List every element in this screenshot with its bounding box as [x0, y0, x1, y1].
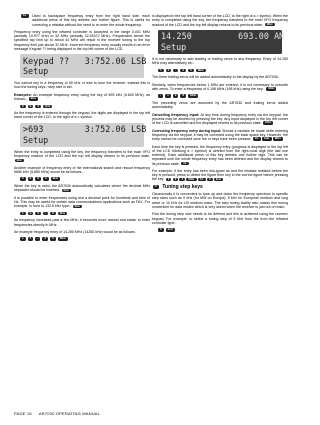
- key-icon: 1: [22, 210, 24, 215]
- key-icon: 1: [22, 236, 24, 241]
- key-sequence: [20, 212, 150, 216]
- note-text: Used to backspace frequency entry from the right hand side, each additional press of this key deletes one further figure. This is useful for correcting a mistake without the need to re-enter the whole frequency.: [32, 14, 150, 27]
- paragraph: [14, 150, 150, 163]
- paragraph: [14, 184, 150, 193]
- key-sequence: [158, 94, 288, 98]
- paragraph: The preceding zeros are assumed by the AR7030 and trailing zeros added automatically.: [152, 100, 288, 110]
- key-icon: 9: [160, 227, 162, 232]
- key-icon: 6: [29, 176, 32, 181]
- c-key-icon: C: [154, 184, 157, 189]
- paragraph: [152, 145, 288, 166]
- paragraph: Frequency entry using the infrared controller is accepted in the range 0.001 MHz (actually 10.977 kHz) to 32 MHz (actually 32.01672 MHz). Frequencies above the specified top limit up to about 44 MHz will result in the receiver tuning to the top frequency limit just above 32 MHz. Incorrect frequency entry usually results in an error message Keypad ?? being displayed in the top left corner of the LCD.: [14, 29, 150, 51]
- manual-title: AR7030 OPERATING MANUAL: [38, 411, 101, 416]
- paragraph-text: When the key is used, the AR7030 automatically calculates where the decimal MHz separator should be inserted.: [14, 184, 150, 193]
- key-icon: kHz: [59, 210, 66, 215]
- paragraph: Another example of frequency entry of the international search and rescue frequency 5680 kHz (5.680 MHz) would be as follows:-: [14, 165, 150, 175]
- khz-key-icon: kHz: [74, 203, 80, 208]
- key-icon: 5: [52, 236, 54, 241]
- section-title: Tuning step keys: [162, 183, 203, 190]
- esc-key-icon: ESC: [265, 120, 272, 125]
- lcd-display-result: [158, 30, 285, 54]
- key-icon: 6: [22, 103, 24, 108]
- mhz-key-icon: MHz: [268, 86, 275, 91]
- paragraph-text: An example frequency entry using the key of 693 kHz (0.693 MHz), as follows:-: [14, 92, 150, 102]
- right-column: [152, 14, 288, 235]
- paragraph: An example frequency entry of 14.250 MHz (14250 kHz) would be as follows:-: [14, 229, 137, 234]
- paragraph: [152, 129, 288, 142]
- key-icon: MHz: [190, 93, 197, 98]
- subheading: Cancelling frequency input:: [152, 112, 200, 117]
- key-sequence: [20, 105, 150, 109]
- key-icon: 8: [37, 176, 40, 181]
- key-icon: kHz: [52, 176, 59, 181]
- paragraph-text: is displayed in the top left hand corner of the LCD, to the right of a > symbol. When the entry is completed using the key, the frequency transfers to the main VFO frequency readout of the LCD and the top left display returns to its previous state.: [152, 14, 288, 27]
- key-icon: 9: [174, 176, 177, 181]
- key-icon: MHz: [188, 176, 195, 181]
- paragraph-text: It is possible to enter frequencies using and a decimal point for hundreds and tens of Hz. This may be useful for certain data communications applications such as FAX. For example, to tune to 132.5 kHz type:-: [14, 195, 150, 209]
- examples-label: Examples:: [14, 92, 32, 97]
- key-icon: MHz: [59, 236, 66, 241]
- paragraph: The three trailing zeros will be added automatically to the display by the AR7030.: [152, 75, 279, 80]
- key-icon: kHz: [45, 103, 51, 108]
- cl-key-icon: CL: [183, 160, 188, 165]
- key-icon: 4: [167, 67, 170, 72]
- key-icon: 8: [182, 93, 185, 98]
- key-icon: •: [160, 93, 162, 98]
- key-icon: MHz: [197, 67, 204, 72]
- key-icon: •: [175, 67, 177, 72]
- lcd-line-2: Setup: [161, 41, 187, 52]
- key-icon: 9: [29, 103, 32, 108]
- key-sequence: [158, 69, 288, 73]
- page-footer: [14, 411, 106, 416]
- lcd-line-1: Keypad ?? 3:752.06 LSB: [23, 55, 147, 66]
- lcd-line-1: >693 3:752.06 LSB: [23, 124, 147, 135]
- paragraph: As frequency increases past a few MHz, it becomes more natural and easier to enter frequencies directly in MHz.: [14, 218, 150, 227]
- key-icon: 3: [37, 103, 40, 108]
- key-sequence: [158, 228, 288, 232]
- key-icon: •: [45, 210, 47, 215]
- lcd-line-2: Setup: [23, 134, 49, 145]
- lcd-display-entry: [20, 123, 147, 147]
- paragraph: [152, 169, 288, 182]
- paragraph: [14, 196, 150, 209]
- key-icon: 5: [190, 67, 192, 72]
- paragraph-text: When the entry is completed using the key, the frequency transfers to the main VFO frequency readout of the LCD and the top left display returns to its previous state.: [14, 149, 150, 159]
- page-number: PAGE 16: [14, 411, 32, 416]
- key-icon: 1: [167, 93, 169, 98]
- paragraph: You cannot key in a frequency of 50 kHz or less to tune the receiver. Instead this is how the tuning keys / step size is set.: [14, 81, 150, 90]
- khz-key-icon: kHz: [63, 187, 69, 192]
- paragraph-text: Similarly, when frequencies below 1 MHz are entered, it is not necessary to precede with zeros. To enter a frequency of 0.198 MHz (198 kHz) using the key:-: [152, 82, 288, 91]
- mhz-key-icon: MHz: [274, 136, 281, 141]
- paragraph: [152, 83, 288, 92]
- key-icon: CL: [199, 176, 204, 181]
- paragraph-text: Should a mistake be made while entering frequency via the keypad, it may be corrected using the back space key. However, the entry cannot be corrected once the or keys have been pressed.: [152, 128, 288, 142]
- key-icon: 0: [45, 176, 47, 181]
- key-icon: 3: [208, 176, 211, 181]
- key-icon: 1: [160, 67, 162, 72]
- subheading: Correcting frequency entry during input:: [152, 128, 222, 133]
- key-icon: 3: [29, 210, 32, 215]
- paragraph: As the frequency is entered through the keypad, the digits are displayed in the top left hand corner of the LCD, to the right of a > symbol.: [14, 111, 150, 120]
- section-heading: [152, 185, 288, 189]
- paragraph: [152, 113, 288, 126]
- key-icon: 2: [182, 67, 185, 72]
- paragraph: [14, 93, 150, 102]
- paragraph: Occasionally it is convenient to tune up and down the frequency spectrum in specific step sizes such as 9 kHz (for MW on Europe), 5 kHz for European medium and long wave or 10 kHz for US medium wave. The step tuning facility also makes fine tuning convenient for data modes which is very useful when the receiver is just out of reach.: [152, 192, 288, 209]
- key-icon: 5: [22, 176, 24, 181]
- khz-key-icon: kHz: [264, 136, 270, 141]
- paragraph-text: At any time during frequency entry via the keypad, the process may be aborted by pressing the key. Any input displayed in the top left corner of the LCD is cancelled and the displayed reverts to its previous state.: [152, 112, 288, 126]
- lcd-line-1: 14.250 693.00 AM: [161, 31, 285, 42]
- key-icon: 9: [174, 93, 177, 98]
- paragraph-text: For example, if the entry has been mis-typed as and the mistake realised before the key is pressed, press to delete the figure then key in the correct figure before pressing the key.: [152, 168, 288, 182]
- key-icon: 6: [167, 176, 170, 181]
- mhz-key-icon: MHz: [266, 21, 273, 26]
- left-column: [14, 14, 150, 244]
- key-icon: 2: [44, 236, 47, 241]
- lcd-display-error: [20, 54, 147, 78]
- key-icon: kHz: [167, 227, 174, 232]
- key-icon: 2: [37, 210, 40, 215]
- key-sequence: [20, 177, 150, 181]
- cl-key-icon: CL: [22, 13, 27, 17]
- cl-key-icon: CL: [254, 136, 259, 141]
- lcd-line-2: Setup: [23, 66, 49, 77]
- paragraph: First the tuning step size needs to be defined and this is achieved using the numeric keypad. For example, to select a tuning step of 9 kHz from the from the infrared controller type:-: [152, 212, 288, 225]
- paragraph-text: Each time the key is pressed, the frequency entry (progress is displayed in the top left of the LCD following a > symbol) is deleted from the right-most digit (the last one entered). Each additional press of this key deletes one further digit. This can be repeated until the whole frequency entry has been deleted and the display returns to its previous state.: [152, 144, 288, 166]
- key-icon: kHz: [215, 176, 222, 181]
- khz-key-icon: kHz: [16, 157, 22, 162]
- key-sequence: [20, 237, 150, 241]
- khz-key-icon: kHz: [30, 96, 36, 101]
- key-icon: •: [37, 236, 39, 241]
- note-block: [20, 14, 150, 27]
- key-icon: 5: [52, 210, 54, 215]
- paragraph: It is not necessary to add leading or trailing zeros to any frequency. Entry of 14.250 MHz may alternatively be:-: [152, 56, 288, 66]
- paragraph: [152, 14, 288, 27]
- key-icon: 4: [29, 236, 32, 241]
- key-icon: 4: [181, 176, 184, 181]
